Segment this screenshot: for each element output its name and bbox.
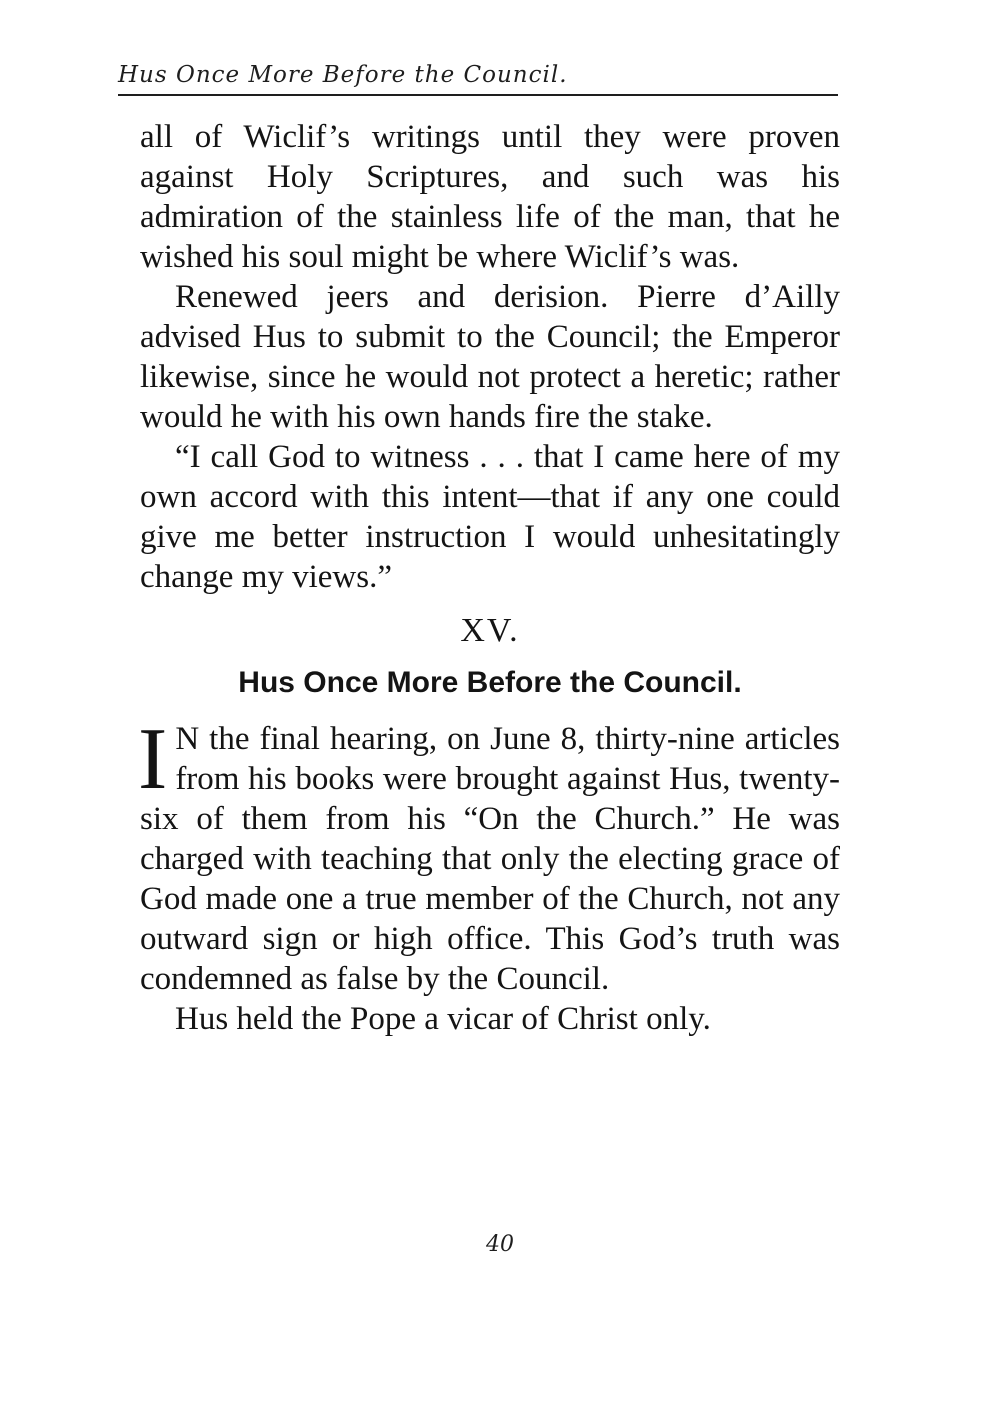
chapter-number: XV. xyxy=(460,612,520,649)
paragraph-final-hearing-text: N the final hearing, on June 8, thirty-nine articles from his books were brought against Hus, twenty-six of them from his “On the Church.” He was charged with teaching that only the electing grace of God made one a true member of the Church, not any outward sign or high office. This God’s truth was condemned as false by the Council. xyxy=(140,721,840,997)
paragraph-continued: all of Wiclif’s writings until they were proven against Holy Scriptures, and such was his admiration of the stainless life of the man, that he wished his soul might be where Wiclif’s was. xyxy=(140,119,840,275)
chapter-title: Hus Once More Before the Council. xyxy=(238,666,742,699)
paragraph-final-hearing xyxy=(138,711,840,999)
drop-cap-letter: I xyxy=(138,711,168,808)
body-text xyxy=(140,117,840,1039)
paragraph-quote: “I call God to witness . . . that I came here of my own accord with this intent—that if any one could give me better instruction I would unhesitatingly change my views.” xyxy=(140,439,840,595)
header-rule xyxy=(118,94,838,96)
paragraph-jeers: Renewed jeers and derision. Pierre d’Ailly advised Hus to submit to the Council; the Emperor likewise, since he would not protect a heretic; rather would he with his own hands fire the stake. xyxy=(140,279,840,435)
running-head: Hus Once More Before the Council. xyxy=(118,62,568,88)
page-number: 40 xyxy=(486,1232,514,1257)
paragraph-pope-vicar: Hus held the Pope a vicar of Christ only. xyxy=(175,1001,711,1037)
